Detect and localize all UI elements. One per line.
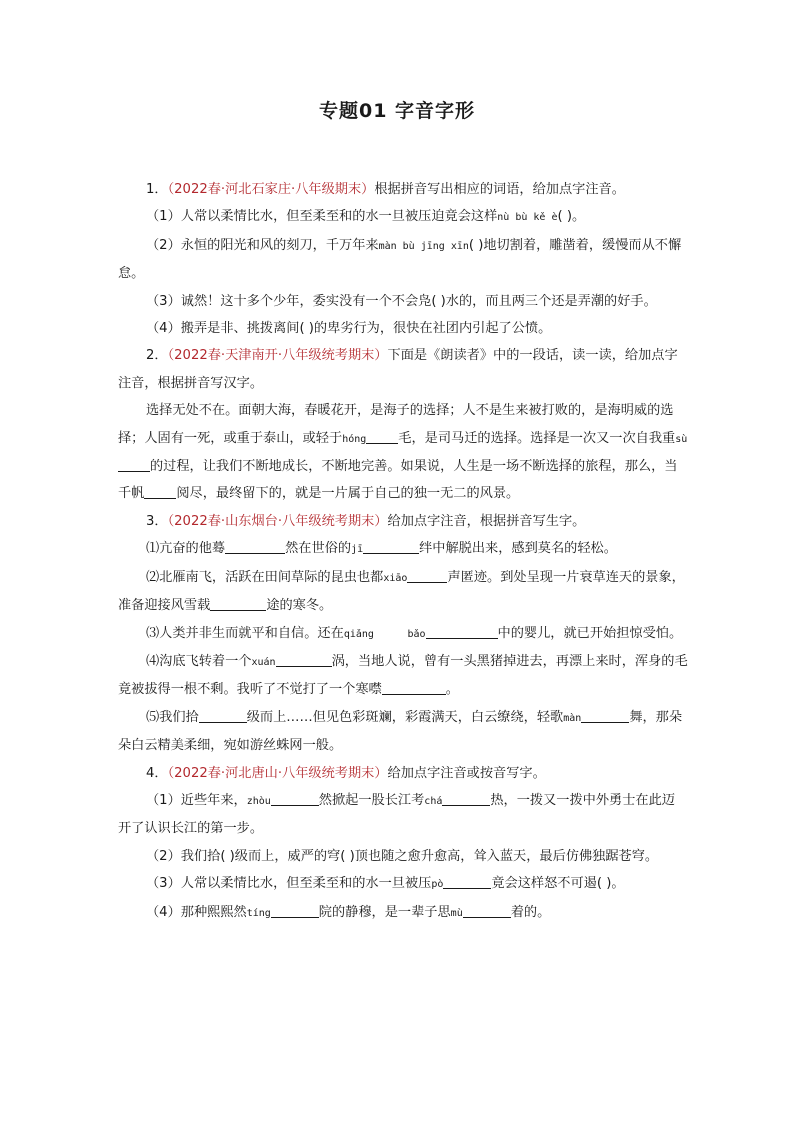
question-number: 3． (146, 513, 168, 529)
answer-blank[interactable] (581, 708, 629, 723)
q4-item-2: （2）我们拾( )级而上，威严的穹( )顶也随之愈升愈高，耸入蓝天，最后仿佛独踞苍穹。 (146, 848, 659, 864)
answer-blank[interactable] (118, 457, 150, 472)
q3-item-4 (118, 648, 688, 704)
q3-item-2 (118, 564, 688, 620)
question-number: 2． (146, 348, 168, 364)
pinyin: qiǎng (343, 628, 374, 640)
item-text: ( )。 (557, 209, 586, 225)
item-text: ⑶人类并非生而就平和自信。还在 (146, 625, 344, 641)
answer-blank[interactable] (442, 791, 490, 806)
answer-blank[interactable] (144, 484, 176, 499)
item-text: 声匿迹。到处呈现一片衰草连天的景象，准备迎接风雪载 (118, 569, 685, 614)
pinyin: hóng (342, 433, 367, 445)
pinyin: chá (424, 795, 443, 807)
answer-blank[interactable] (199, 708, 247, 723)
item-text: 途的寒冬。 (266, 598, 333, 614)
answer-blank[interactable] (363, 539, 419, 554)
passage-text: 选择无处不在。面朝大海，春暖花开，是海子的选择；人不是生来被打败的，是海明威的选择；人固有一死，或重于泰山，或轻于 (118, 403, 674, 446)
pinyin: pò (431, 879, 444, 891)
answer-blank[interactable] (225, 539, 285, 554)
item-text: 着的。 (510, 904, 551, 920)
question-instruction: 给加点字注音，根据拼音写生字。 (387, 513, 586, 529)
pinyin: xiāo (383, 572, 408, 584)
item-text: 舞，那朵朵白云精美柔细，宛如游丝蛛网一般。 (118, 709, 683, 754)
question-instruction: 根据拼音写出相应的词语，给加点字注音。 (374, 182, 625, 197)
item-text: 院的静穆，是一辈子思 (318, 904, 451, 920)
q3-item-1 (118, 535, 688, 563)
item-text: 绊中解脱出来，感到莫名的轻松。 (419, 541, 617, 557)
question-source: （2022春·河北唐山·八年级统考期末） (167, 765, 388, 781)
q1-item-2 (118, 232, 688, 288)
item-text: 热，一拨又一拨中外勇士在此迈开了认识长江的第一步。 (118, 792, 675, 837)
pinyin: jī (351, 544, 364, 556)
pinyin: bǎo (407, 628, 426, 640)
answer-blank[interactable] (271, 791, 319, 806)
item-text: （2）永恒的阳光和风的刻刀，千万年来 (146, 237, 379, 253)
item-text: ( )地切割着，雕凿着，缓慢而从不懈怠。 (118, 237, 682, 282)
q4-item-3 (118, 870, 688, 898)
item-text: ⑸我们拾 (146, 709, 199, 725)
passage-text: 的过程，让我们不断地成长，不断地完善。如果说，人生是一场不断选择的旅程，那么，当千帆 (118, 459, 678, 502)
question-instruction: 给加点字注音或按音写字。 (387, 765, 546, 781)
item-text: （3）人常以柔情比水，但至柔至和的水一旦被压 (146, 876, 432, 892)
question-source: （2022春·天津南开·八年级统考期末） (167, 348, 388, 364)
item-text: 竟会这样怒不可遏( )。 (491, 876, 625, 892)
question-4-header (118, 760, 688, 787)
question-number: 1． (146, 182, 168, 197)
item-text: 中的婴儿，就已开始担惊受怕。 (497, 625, 683, 641)
passage-text: 毛，是司马迁的选择。选择是一次又一次自我重 (398, 430, 676, 446)
pinyin: sù (675, 433, 688, 445)
answer-blank[interactable] (210, 596, 266, 611)
q4-item-4 (118, 899, 688, 927)
pinyin: màn (563, 712, 582, 724)
item-text: ⑷沟底飞转着一个 (146, 653, 252, 669)
q1-item-3: （3）诚然！这十多个少年，委实没有一个不会凫( )水的，而且两三个还是弄潮的好手。 (146, 293, 657, 309)
answer-blank[interactable] (426, 624, 498, 639)
question-number: 4． (146, 765, 168, 781)
pinyin: xuán (251, 656, 276, 668)
q3-item-3 (118, 620, 688, 648)
question-2-header (118, 342, 688, 397)
pinyin: mù (450, 907, 463, 919)
question-source: （2022春·河北石家庄·八年级期末） (167, 182, 375, 197)
answer-blank[interactable] (366, 429, 398, 444)
passage-text: 阅尽，最终留下的，就是一片属于自己的独一无二的风景。 (176, 486, 520, 502)
item-text: 然掀起一股长江考 (318, 792, 425, 808)
item-text: 涡，当地人说，曾有一头黑猪掉进去，再漂上来时，浑身的毛竟被拔得一根不剩。我听了不觉打了一个寒噤 (118, 653, 688, 698)
item-text: （4）那种熙熙然 (146, 904, 247, 920)
item-text: 然在世俗的 (285, 541, 352, 557)
q3-item-5 (118, 704, 688, 760)
q2-passage (118, 397, 688, 508)
question-1-header (118, 176, 688, 203)
pinyin: màn bù jīng xīn (378, 240, 469, 252)
answer-blank[interactable] (463, 903, 511, 918)
answer-blank[interactable] (382, 680, 446, 695)
worksheet-body (118, 176, 688, 927)
item-text: ⑴亢奋的他蓦 (146, 541, 226, 557)
pinyin: tíng (246, 907, 271, 919)
pinyin: zhòu (246, 795, 271, 807)
q4-item-1 (118, 787, 688, 843)
answer-blank[interactable] (407, 568, 447, 583)
item-text: （1）近些年来， (146, 792, 247, 808)
answer-blank[interactable] (271, 903, 319, 918)
question-3-header (118, 508, 688, 535)
item-text: 级而上……但见色彩斑斓，彩霞满天，白云缭绕，轻歌 (246, 709, 564, 725)
q1-item-1 (118, 203, 688, 231)
answer-blank[interactable] (443, 874, 491, 889)
pinyin: nù bù kě è (497, 212, 558, 224)
q1-item-4: （4）搬弄是非、挑拨离间( )的卑劣行为，很快在社团内引起了公愤。 (146, 321, 552, 337)
item-text: ⑵北雁南飞，活跃在田间草际的昆虫也都 (146, 569, 384, 585)
question-instruction: 下面是《朗读者》中的一段话，读一读，给加点字注音，根据拼音写汉字。 (118, 348, 678, 391)
item-text: 。 (445, 682, 459, 698)
page-title: 专题01 字音字形 (318, 100, 476, 122)
answer-blank[interactable] (276, 652, 332, 667)
question-source: （2022春·山东烟台·八年级统考期末） (167, 513, 388, 529)
item-text: （1）人常以柔情比水，但至柔至和的水一旦被压迫竟会这样 (146, 209, 498, 225)
